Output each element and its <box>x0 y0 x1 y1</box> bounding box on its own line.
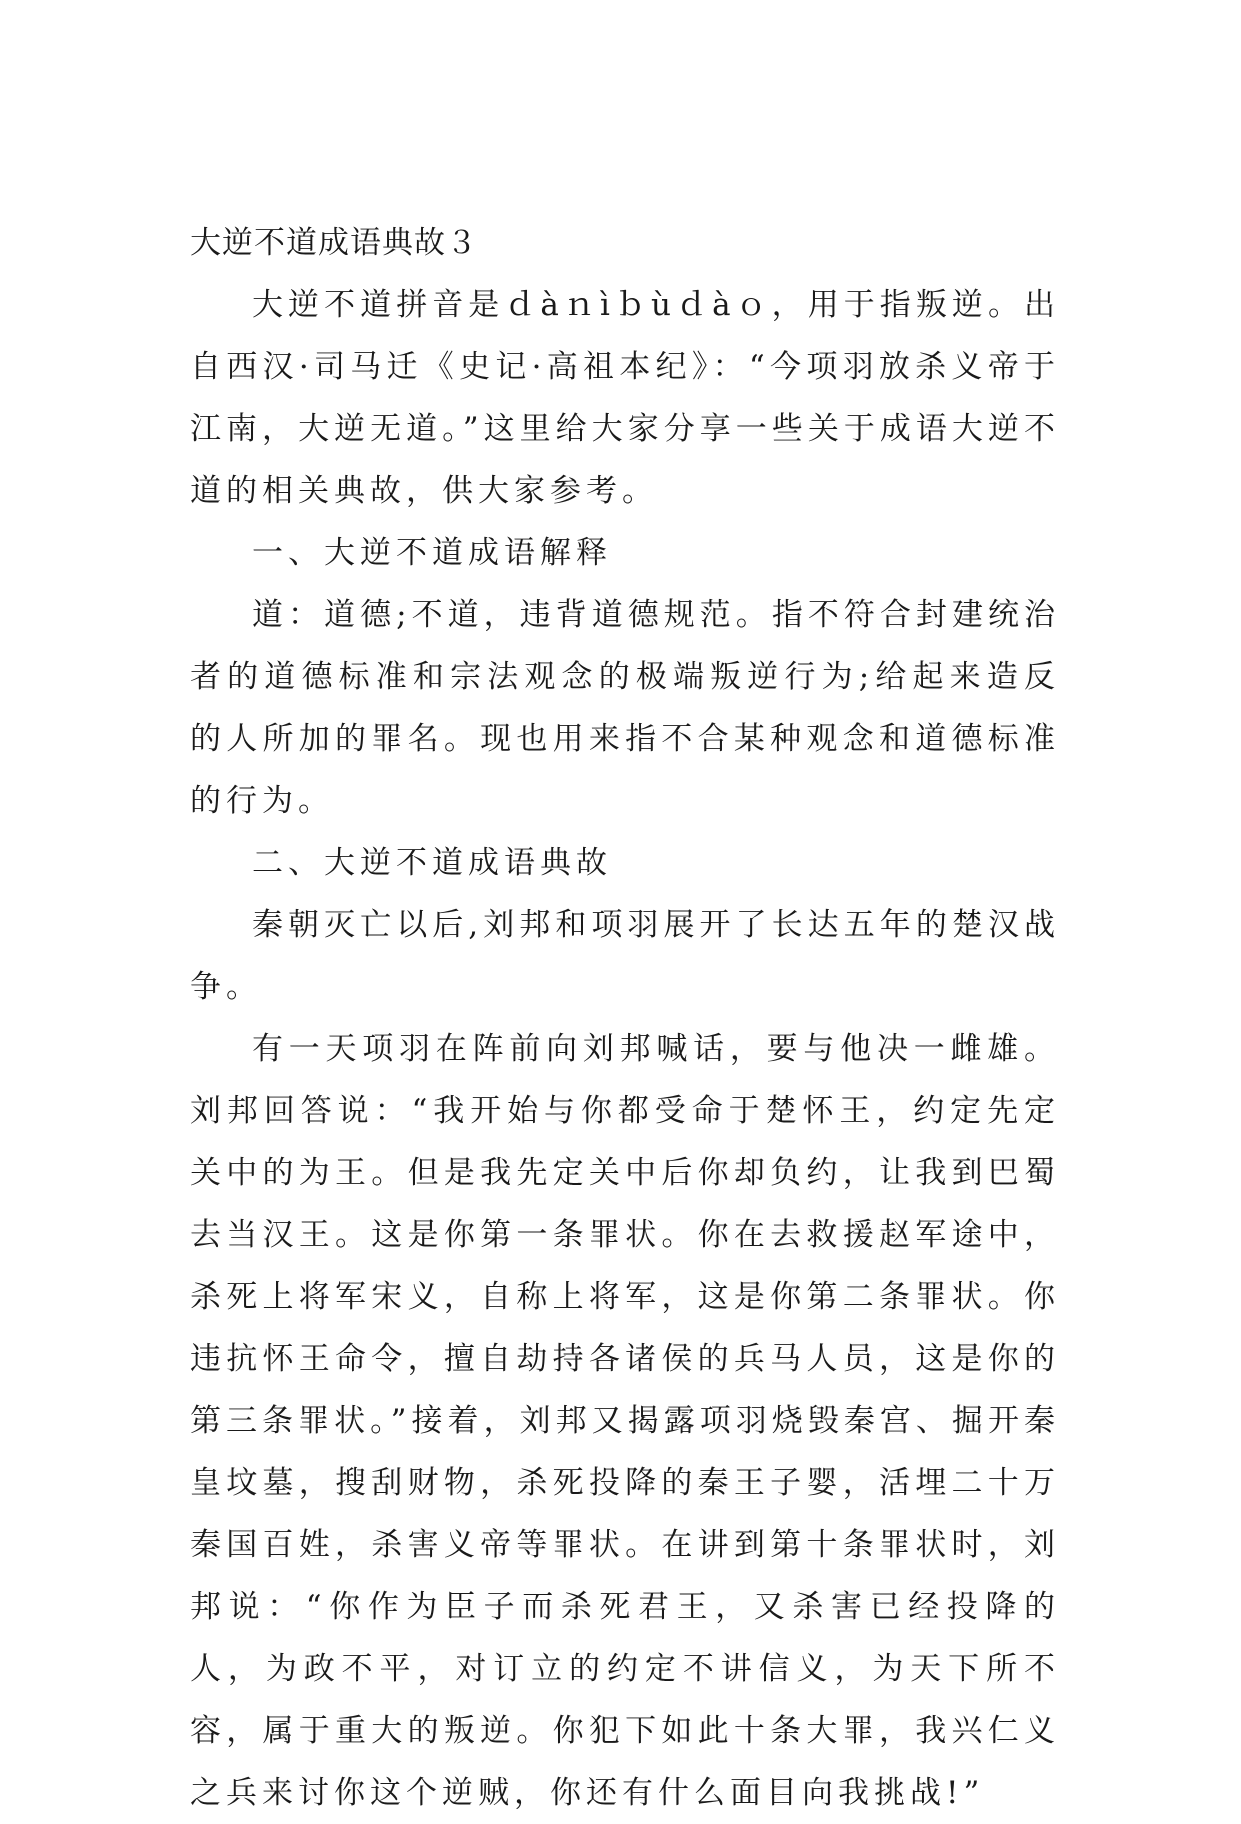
section-heading-story: 二、大逆不道成语典故 <box>252 845 612 881</box>
story-paragraph-1: 秦朝灭亡以后,刘邦和项羽展开了长达五年的楚汉战争。 <box>190 907 1060 1005</box>
story-paragraph-2: 有一天项羽在阵前向刘邦喊话，要与他决一雌雄。刘邦回答说：“我开始与你都受命于楚怀王，约定先定关中的为王。但是我先定关中后你却负约，让我到巴蜀去当汉王。这是你第一条罪状。你在去救援赵军途中，杀死上将军宋义，自称上将军，这是你第二条罪状。你违抗怀王命令，擅自劫持各诸侯的兵马人员，这是你的第三条罪状。”接着，刘邦又揭露项羽烧毁秦宫、掘开秦皇坟墓，搜刮财物，杀死投降的秦王子婴，活埋二十万秦国百姓，杀害义帝等罪状。在讲到第十条罪状时，刘邦说：“你作为臣子而杀死君王，又杀害已经投降的人，为政不平，对订立的约定不讲信义，为天下所不容，属于重大的叛逆。你犯下如此十条大罪，我兴仁义之兵来讨你这个逆贼，你还有什么面目向我挑战!” <box>190 1031 1060 1811</box>
section-heading-explanation: 一、大逆不道成语解释 <box>252 535 612 571</box>
explanation-paragraph: 道：道德;不道，违背道德规范。指不符合封建统治者的道德标准和宗法观念的极端叛逆行为;给起来造反的人所加的罪名。现也用来指不合某种观念和道德标准的行为。 <box>190 597 1060 819</box>
document-page <box>190 212 1060 1824</box>
document-title: 大逆不道成语典故３ <box>190 225 478 261</box>
intro-paragraph: 大逆不道拼音是ｄàｎìｂùｄàｏ，用于指叛逆。出自西汉·司马迁《史记·高祖本纪》：“今项羽放杀义帝于江南，大逆无道。”这里给大家分享一些关于成语大逆不道的相关典故，供大家参考。 <box>190 287 1060 509</box>
